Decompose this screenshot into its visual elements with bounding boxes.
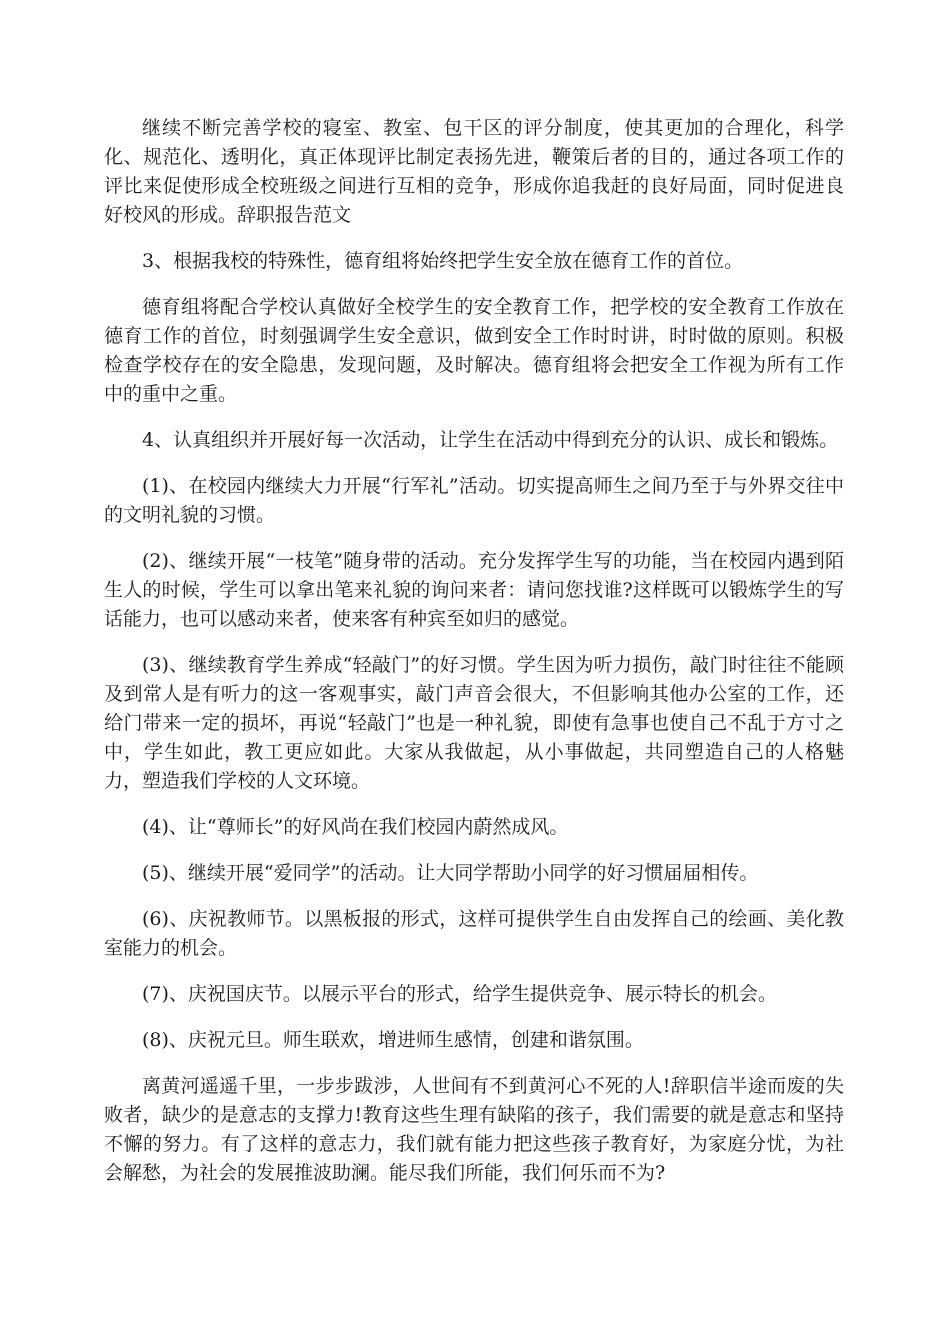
paragraph-6: (2)、继续开展“一枝笔”随身带的活动。充分发挥学生写的功能，当在校园内遇到陌生人的时候，学生可以拿出笔来礼貌的询问来者：请问您找谁?这样既可以锻炼学生的写话能力，也可以感动来者，使来客有种宾至如归的感觉。 [104, 550, 844, 630]
paragraph-9: (5)、继续开展“爱同学”的活动。让大同学帮助小同学的好习惯届届相传。 [142, 862, 759, 884]
paragraph-2: 3、根据我校的特殊性，德育组将始终把学生安全放在德育工作的首位。 [142, 250, 744, 272]
paragraph-12: (8)、庆祝元旦。师生联欢，增进师生感情，创建和谐氛围。 [142, 1029, 644, 1051]
paragraph-4: 4、认真组织并开展好每一次活动，让学生在活动中得到充分的认识、成长和锻炼。 [142, 429, 839, 451]
paragraph-7: (3)、继续教育学生养成“轻敲门”的好习惯。学生因为听力损伤，敲门时往往不能顾及到常人是有听力的这一客观事实，敲门声音会很大，不但影响其他办公室的工作，还给门带来一定的损坏，再说“轻敲门”也是一种礼貌，即使有急事也使自己不乱于方寸之中，学生如此，教工更应如此。大家从我做起，从小事做起，共同塑造自己的人格魅力，塑造我们学校的人文环境。 [104, 654, 844, 792]
paragraph-1: 继续不断完善学校的寝室、教室、包干区的评分制度，使其更加的合理化，科学化、规范化、透明化，真正体现评比制定表扬先进，鞭策后者的目的，通过各项工作的评比来促使形成全校班级之间进行互相的竞争，形成你追我赶的良好局面，同时促进良好校风的形成。辞职报告范文 [104, 117, 844, 226]
paragraph-8: (4)、让“尊师长”的好风尚在我们校园内蔚然成风。 [142, 816, 569, 838]
document-body [104, 114, 844, 1205]
paragraph-11: (7)、庆祝国庆节。以展示平台的形式，给学生提供竞争、展示特长的机会。 [142, 983, 777, 1005]
paragraph-3: 德育组将配合学校认真做好全校学生的安全教育工作，把学校的安全教育工作放在德育工作的首位，时刻强调学生安全意识，做到安全工作时时讲，时时做的原则。积极检查学校存在的安全隐患，发现问题，及时解决。德育组将会把安全工作视为所有工作中的重中之重。 [104, 296, 844, 405]
paragraph-5: (1)、在校园内继续大力开展“行军礼”活动。切实提高师生之间乃至于与外界交往中的文明礼貌的习惯。 [104, 475, 844, 526]
paragraph-13: 离黄河遥遥千里，一步步跋涉，人世间有不到黄河心不死的人!辞职信半途而废的失败者，缺少的是意志的支撑力!教育这些生理有缺陷的孩子，我们需要的就是意志和坚持不懈的努力。有了这样的意志力，我们就有能力把这些孩子教育好，为家庭分忧，为社会解愁，为社会的发展推波助澜。能尽我们所能，我们何乐而不为? [104, 1075, 844, 1184]
paragraph-10: (6)、庆祝教师节。以黑板报的形式，这样可提供学生自由发挥自己的绘画、美化教室能力的机会。 [104, 908, 844, 959]
